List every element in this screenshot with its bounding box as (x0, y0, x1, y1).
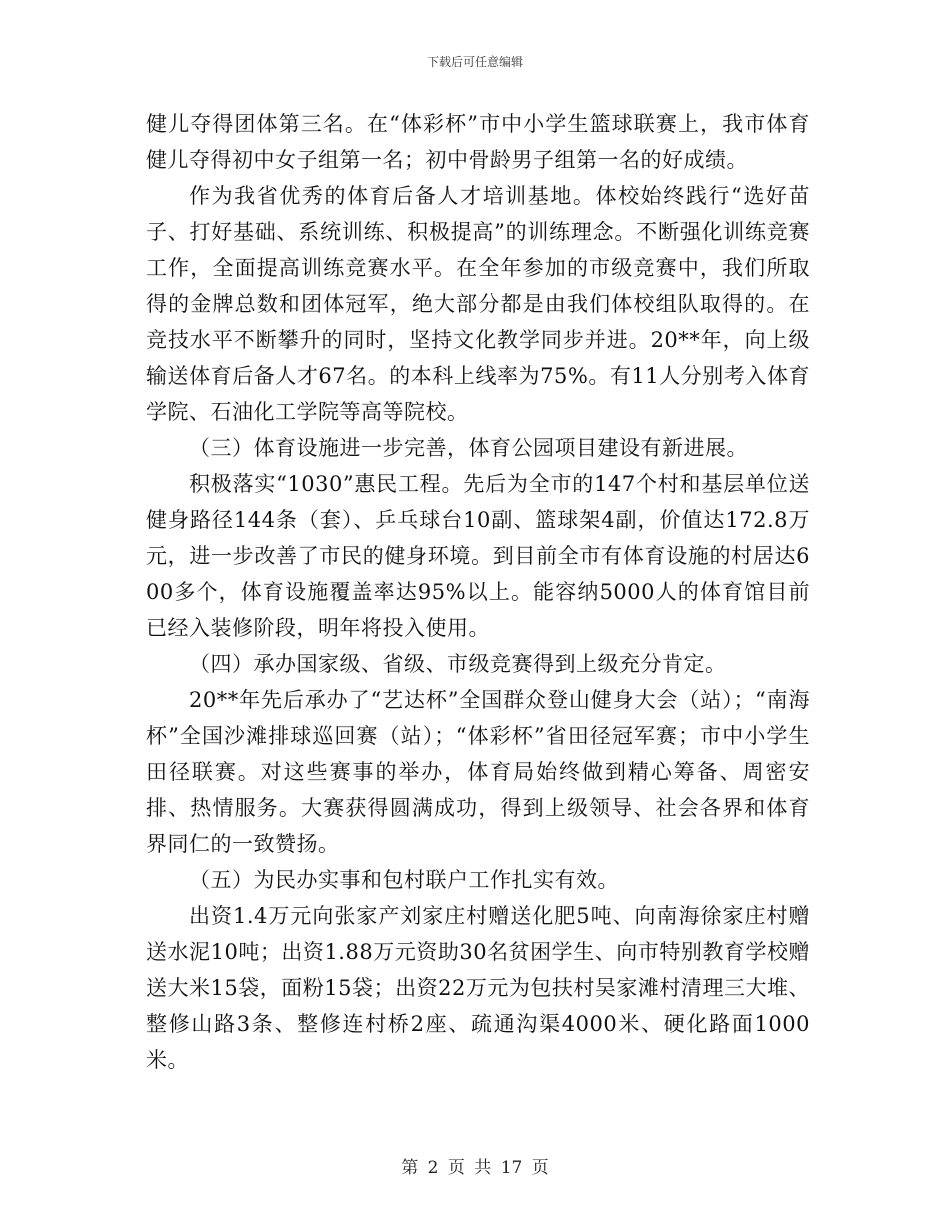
page-header: 下载后可任意编辑 (426, 55, 523, 69)
paragraph: 出资1.4万元向张家产刘家庄村赠送化肥5吨、向南海徐家庄村赠送水泥10吨；出资1.88万元资助30名贫困学生、向市特别教育学校赠送大米15袋，面粉15袋；出资22万元为包扶村吴家滩村清理三大堆、整修山路3条、整修连村桥2座、疏通沟渠4000米、硬化路面1000米。 (146, 904, 810, 1072)
paragraph: 作为我省优秀的体育后备人才培训基地。体校始终践行“选好苗子、打好基础、系统训练、积极提高”的训练理念。不断强化训练竞赛工作，全面提高训练竞赛水平。在全年参加的市级竞赛中，我们所取得的金牌总数和团体冠军，绝大部分都是由我们体校组队取得的。在竞技水平不断攀升的同时，坚持文化教学同步并进。20**年，向上级输送体育后备人才67名。的本科上线率为75%。有11人分别考入体育学院、石油化工学院等高等院校。 (146, 184, 810, 424)
paragraph: 健儿夺得团体第三名。在“体彩杯”市中小学生篮球联赛上，我市体育健儿夺得初中女子组第一名；初中骨龄男子组第一名的好成绩。 (146, 112, 810, 172)
section-heading: （四）承办国家级、省级、市级竞赛得到上级充分肯定。 (189, 652, 727, 676)
section-heading: （三）体育设施进一步完善，体育公园项目建设有新进展。 (189, 436, 748, 460)
paragraph: 积极落实“1030”惠民工程。先后为全市的147个村和基层单位送健身路径144条（套）、乒乓球台10副、篮球架4副，价值达172.8万元，进一步改善了市民的健身环境。到目前全市有体育设施的村居达600多个，体育设施覆盖率达95%以上。能容纳5000人的体育馆目前已经入装修阶段，明年将投入使用。 (146, 472, 810, 640)
paragraph: 20**年先后承办了“艺达杯”全国群众登山健身大会（站）；“南海杯”全国沙滩排球巡回赛（站）；“体彩杯”省田径冠军赛；市中小学生田径联赛。对这些赛事的举办，体育局始终做到精心筹备、周密安排、热情服务。大赛获得圆满成功，得到上级领导、社会各界和体育界同仁的一致赞扬。 (146, 688, 810, 856)
section-heading: （五）为民办实事和包村联户工作扎实有效。 (189, 868, 619, 892)
page-number: 第 2 页 共 17 页 (401, 1158, 549, 1178)
document-body (146, 106, 810, 1078)
